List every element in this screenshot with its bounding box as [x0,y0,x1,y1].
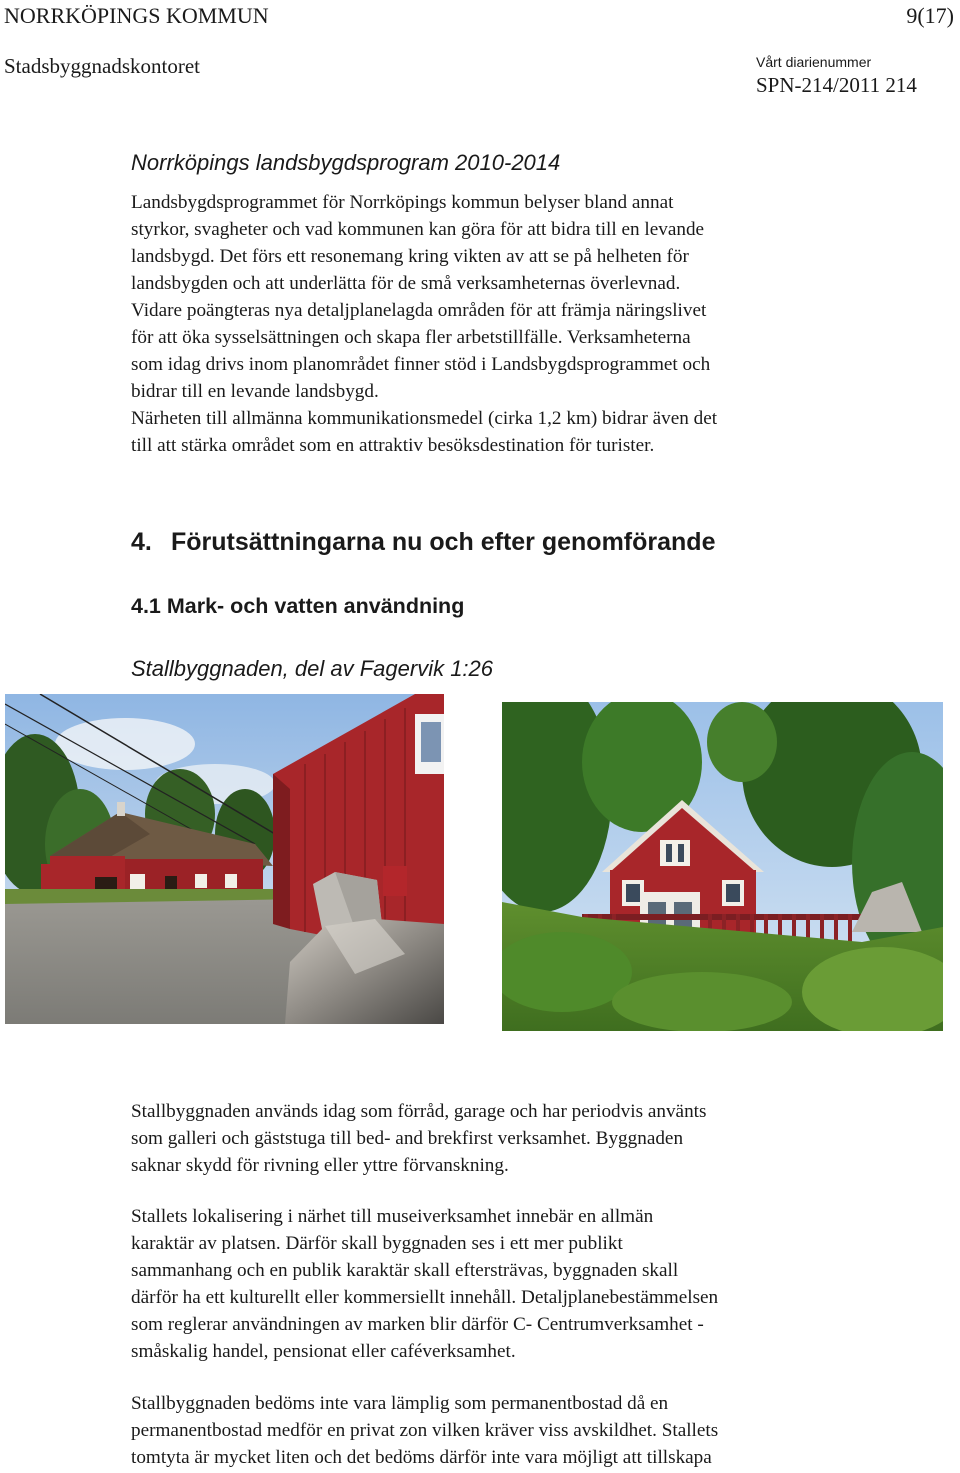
paragraph-line: småskalig handel, pensionat eller caféverksamhet. [131,1341,516,1362]
building-suitability-paragraph [131,1390,891,1471]
paragraph-line: bidrar till en levande landsbygd. [131,381,379,402]
red-house-photo [502,702,943,1031]
subsection-heading: 4.1 Mark- och vatten användning [131,594,465,618]
section-heading [131,528,891,557]
program-paragraph [131,189,891,459]
paragraph-line: sammanhang och en publik karaktär skall eftersträvas, byggnaden skall [131,1260,679,1281]
reference-label: Vårt diarienummer [756,54,872,70]
stable-yard-photo [5,694,444,1024]
red-house-illustration [502,702,943,1031]
paragraph-line: karaktär av platsen. Därför skall byggnaden ses i ett mer publikt [131,1233,623,1254]
paragraph-line: som galleri och gäststuga till bed- and brekfirst verksamhet. Byggnaden [131,1128,684,1149]
paragraph-line: Stallbyggnaden används idag som förråd, garage och har periodvis använts [131,1101,707,1122]
paragraph-line: tomtyta är mycket liten och det bedöms därför inte vara möjligt att tillskapa [131,1447,712,1468]
paragraph-line: landsbygden och att underlätta för de små verksamheternas överlevnad. [131,273,681,294]
paragraph-line: Närheten till allmänna kommunikationsmedel (cirka 1,2 km) bidrar även det [131,408,718,429]
paragraph-line: Landsbygdsprogrammet för Norrköpings kommun belyser bland annat [131,192,674,213]
organization-name: NORRKÖPINGS KOMMUN [4,3,269,28]
program-heading: Norrköpings landsbygdsprogram 2010-2014 [131,150,561,175]
paragraph-line: permanentbostad medför en privat zon vilken kräver viss avskildhet. Stallets [131,1420,719,1441]
department-name: Stadsbyggnadskontoret [4,54,200,78]
paragraph-line: som reglerar användningen av marken blir därför C- Centrumverksamhet - [131,1314,704,1335]
paragraph-line: landsbygd. Det förs ett resonemang kring vikten av att se på helheten för [131,246,689,267]
paragraph-line: därför ha ett kulturellt eller kommersiellt innehåll. Detaljplanebestämmelsen [131,1287,719,1308]
building-heading: Stallbyggnaden, del av Fagervik 1:26 [131,656,494,681]
section-number: 4. [131,528,152,556]
paragraph-line: för att öka sysselsättningen och skapa fler arbetstillfälle. Verksamheterna [131,327,691,348]
reference-number: SPN-214/2011 214 [756,73,917,97]
building-use-paragraph [131,1098,891,1179]
paragraph-line: saknar skydd för rivning eller yttre förvanskning. [131,1155,509,1176]
paragraph-line: Stallbyggnaden bedöms inte vara lämplig som permanentbostad då en [131,1393,669,1414]
paragraph-line: som idag drivs inom planområdet finner stöd i Landsbygdsprogrammet och [131,354,711,375]
stable-yard-illustration [5,694,444,1024]
page-number: 9(17) [906,3,954,28]
paragraph-line: Vidare poängteras nya detaljplanelagda områden för att främja näringslivet [131,300,707,321]
paragraph-line: Stallets lokalisering i närhet till museiverksamhet innebär en allmän [131,1206,654,1227]
building-location-paragraph [131,1203,891,1365]
section-title: Förutsättningarna nu och efter genomförande [171,528,716,556]
paragraph-line: till att stärka området som en attraktiv besöksdestination för turister. [131,435,655,456]
paragraph-line: styrkor, svagheter och vad kommunen kan göra för att bidra till en levande [131,219,705,240]
